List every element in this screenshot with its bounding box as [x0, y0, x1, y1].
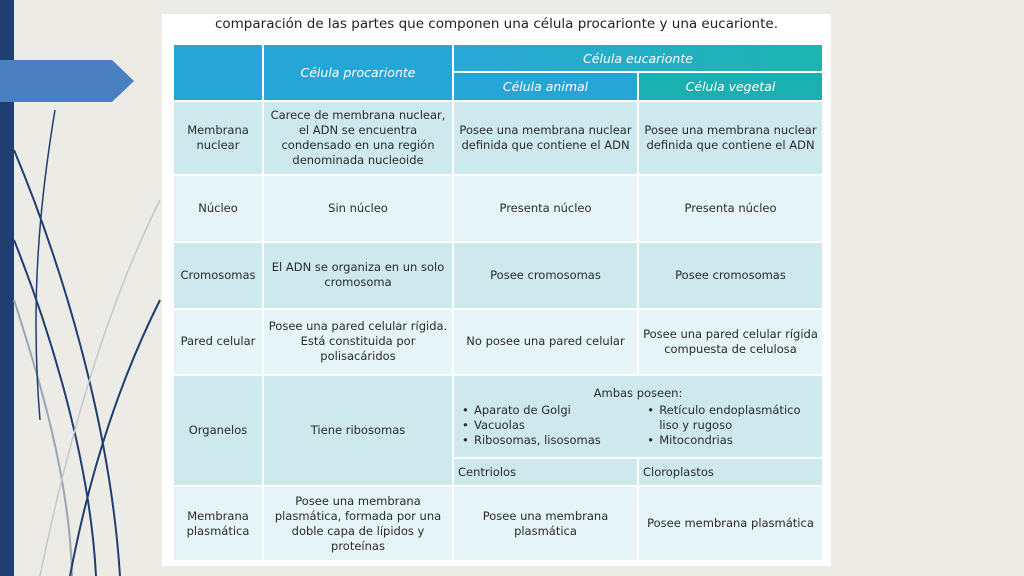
- row-label-membrana-plasmatica: Membrana plasmática: [173, 486, 263, 561]
- cell-animal: Presenta núcleo: [453, 175, 638, 242]
- table-row: [173, 242, 823, 309]
- list-item: • Vacuolas: [460, 418, 633, 433]
- cell-animal: Posee una membrana plasmática: [453, 486, 638, 561]
- table-caption: comparación de las partes que componen una célula procarionte y una eucarionte.: [214, 16, 779, 32]
- table-row: [173, 486, 823, 561]
- cell-procarionte: Posee una membrana plasmática, formada por una doble capa de lípidos y proteínas: [263, 486, 453, 561]
- cell-vegetal-extra: Cloroplastos: [638, 458, 823, 486]
- header-animal: Célula animal: [453, 72, 638, 100]
- ambos-title: Ambas poseen:: [593, 385, 683, 400]
- cell-animal: No posee una pared celular: [453, 309, 638, 376]
- cell-procarionte: Tiene ribosomas: [263, 375, 453, 486]
- row-label-membrana-nuclear: Membrana nuclear: [173, 101, 263, 176]
- cell-vegetal: Presenta núcleo: [638, 175, 823, 242]
- header-procarionte: Célula procarionte: [263, 44, 453, 101]
- cell-ambos-poseen: [453, 375, 823, 458]
- list-item: • Mitocondrias: [645, 433, 818, 448]
- cell-vegetal: Posee una pared celular rígida compuesta de celulosa: [638, 309, 823, 376]
- table-row: [173, 309, 823, 376]
- list-item: • Ribosomas, lisosomas: [460, 433, 633, 448]
- comparison-table: [172, 43, 824, 562]
- table-row: [173, 375, 823, 458]
- row-label-cromosomas: Cromosomas: [173, 242, 263, 309]
- table-row: [173, 175, 823, 242]
- row-label-organelos: Organelos: [173, 375, 263, 486]
- cell-procarionte: Sin núcleo: [263, 175, 453, 242]
- ambos-list-left: [458, 403, 633, 448]
- cell-procarionte: Carece de membrana nuclear, el ADN se encuentra condensado en una región denominada nucleoide: [263, 101, 453, 176]
- row-label-nucleo: Núcleo: [173, 175, 263, 242]
- cell-animal-extra: Centriolos: [453, 458, 638, 486]
- cell-animal: Posee cromosomas: [453, 242, 638, 309]
- header-vegetal: Célula vegetal: [638, 72, 823, 100]
- cell-vegetal: Posee una membrana nuclear definida que contiene el ADN: [638, 101, 823, 176]
- list-item: • Aparato de Golgi: [460, 403, 633, 418]
- header-eucarionte: Célula eucarionte: [453, 44, 823, 72]
- slide-image: [162, 14, 831, 566]
- row-label-pared-celular: Pared celular: [173, 309, 263, 376]
- header-empty-cell: [173, 44, 263, 101]
- list-item: • Retículo endoplasmático liso y rugoso: [645, 403, 818, 433]
- cell-procarionte: Posee una pared celular rígida. Está constituida por polisacáridos: [263, 309, 453, 376]
- cell-vegetal: Posee cromosomas: [638, 242, 823, 309]
- arrow-tab-decoration: [0, 60, 134, 102]
- ambos-list-right: [643, 403, 818, 448]
- cell-vegetal: Posee membrana plasmática: [638, 486, 823, 561]
- cell-animal: Posee una membrana nuclear definida que contiene el ADN: [453, 101, 638, 176]
- cell-procarionte: El ADN se organiza en un solo cromosoma: [263, 242, 453, 309]
- table-row: [173, 101, 823, 176]
